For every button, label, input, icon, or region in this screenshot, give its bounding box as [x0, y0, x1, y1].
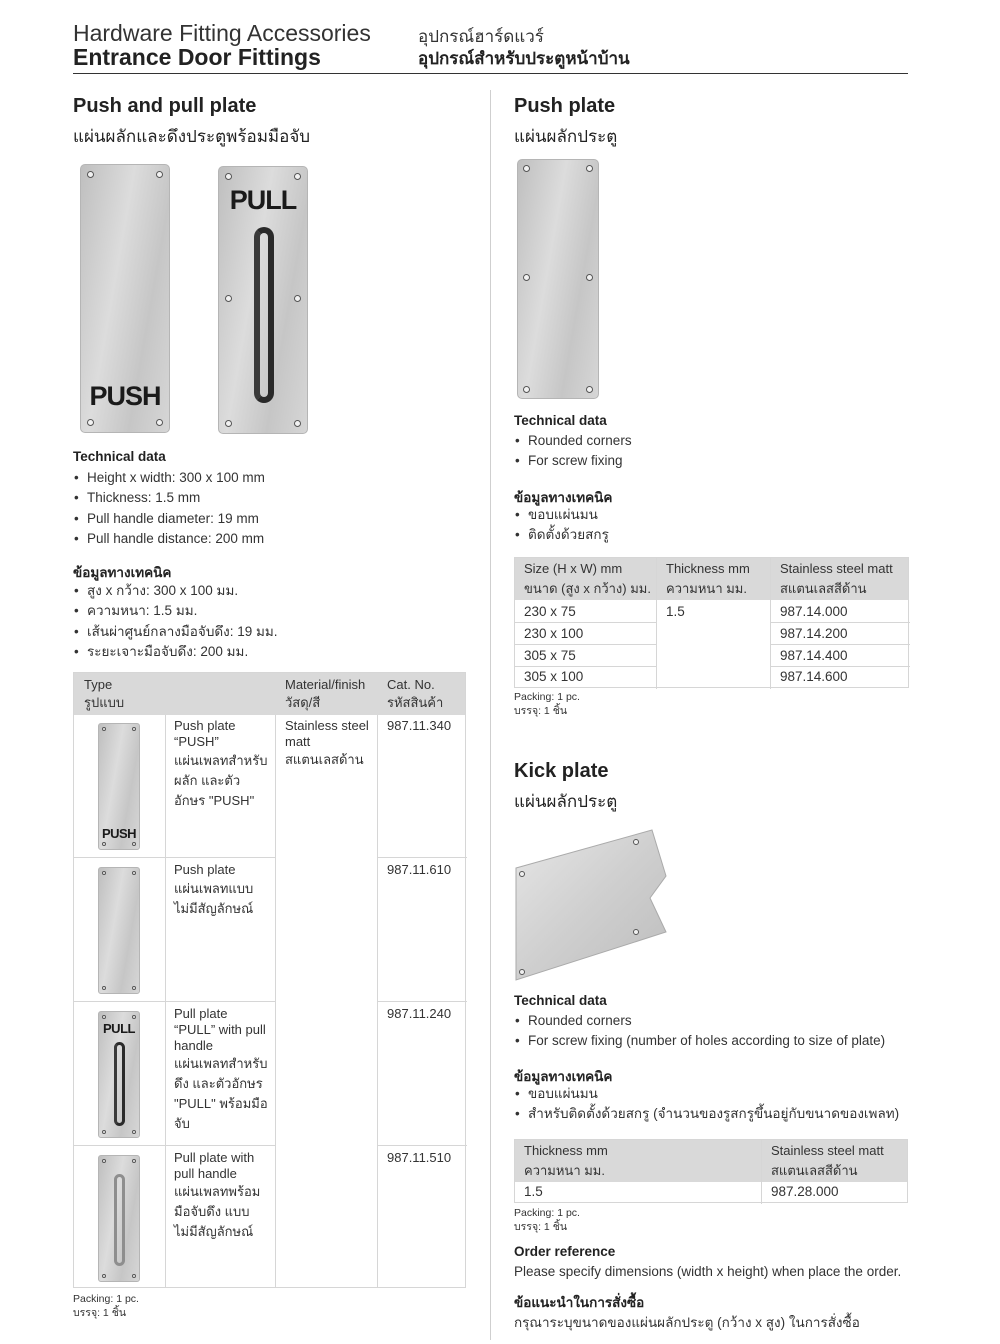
- table-divider: [770, 644, 910, 645]
- screw-hole: [102, 842, 106, 846]
- table-divider: [515, 666, 657, 667]
- push-pull-tech-heading: Technical data: [73, 449, 166, 464]
- pull-plate-image: [218, 166, 308, 434]
- table-row-cat: 987.11.340: [387, 718, 452, 733]
- table-row-cat: 987.11.510: [387, 1150, 452, 1165]
- screw-hole: [225, 173, 232, 180]
- screw-hole: [294, 173, 301, 180]
- screw-hole: [523, 165, 530, 172]
- table-header: [74, 673, 465, 715]
- table-divider: [377, 1001, 467, 1002]
- list-item: • ความหนา: 1.5 มม.: [73, 601, 278, 621]
- kick-plate-table: [514, 1139, 908, 1203]
- table-row-desc-th: แผ่นเพลทสำหรับดึง และตัวอักษร "PULL" พร้อมมือจับ: [174, 1056, 268, 1131]
- table-row-size: 305 x 75: [524, 648, 576, 663]
- table-row-cat: 987.11.240: [387, 1006, 452, 1021]
- header-subtitle-en: Entrance Door Fittings: [73, 44, 321, 70]
- table-row-cat: 987.11.610: [387, 862, 452, 877]
- screw-hole: [634, 930, 639, 935]
- screw-hole: [102, 1015, 106, 1019]
- table-divider: [515, 644, 657, 645]
- list-item: • For screw fixing (number of holes according to size of plate): [514, 1031, 885, 1051]
- screw-hole: [87, 171, 94, 178]
- screw-hole: [132, 1274, 136, 1278]
- header-title-th: อุปกรณ์ฮาร์ดแวร์: [418, 27, 544, 46]
- screw-hole: [156, 419, 163, 426]
- table-row-desc: Pull plate with pull handle: [174, 1150, 255, 1181]
- column-divider: [490, 90, 491, 1340]
- push-plate-tech-heading-th: ข้อมูลทางเทคนิค: [514, 490, 613, 505]
- table-divider: [770, 622, 910, 623]
- screw-hole: [132, 986, 136, 990]
- list-item: • Rounded corners: [514, 431, 632, 451]
- table-divider: [74, 857, 276, 858]
- push-pull-title: Push and pull plate: [73, 95, 257, 117]
- table-divider: [656, 558, 657, 689]
- table-row-desc: Push plate: [174, 862, 236, 877]
- push-plate-product-image: [517, 159, 599, 399]
- thumb-word: PUSH: [101, 826, 137, 841]
- screw-hole: [586, 386, 593, 393]
- thickness-value: 1.5: [666, 604, 685, 619]
- table-row-desc-th: แผ่นเพลทแบบไม่มีสัญลักษณ์: [174, 881, 254, 916]
- table-row-desc-th: แผ่นเพลทสำหรับผลัก และตัวอักษร "PUSH": [174, 753, 268, 808]
- table-row-cat: 987.14.400: [780, 648, 848, 663]
- push-pull-title-th: แผ่นผลักและดึงประตูพร้อมมือจับ: [73, 127, 311, 146]
- order-reference-text-th: กรุณาระบุขนาดของแผ่นผลักประตู (กว้าง x สูง) ในการสั่งซื้อ: [514, 1315, 860, 1330]
- list-item: • ขอบแผ่นมน: [514, 505, 609, 525]
- kick-plate-tech-heading-th: ข้อมูลทางเทคนิค: [514, 1069, 613, 1084]
- push-plate-tech-heading: Technical data: [514, 413, 607, 428]
- screw-hole: [102, 1274, 106, 1278]
- table-row-size: 305 x 100: [524, 669, 584, 684]
- material-value-th: สแตนเลสด้าน: [285, 752, 364, 767]
- table-divider: [74, 1145, 276, 1146]
- push-plate-packing: Packing: 1 pc. บรรจุ: 1 ชิ้น: [514, 691, 580, 717]
- page-header: [73, 20, 908, 74]
- table-row-size: 230 x 100: [524, 626, 584, 641]
- pull-word: PULL: [229, 185, 297, 215]
- push-pull-tech-list-th: [73, 581, 278, 663]
- push-pull-tech-list: [73, 468, 265, 550]
- screw-hole: [523, 274, 530, 281]
- list-item: • ขอบแผ่นมน: [514, 1084, 899, 1104]
- screw-hole: [586, 165, 593, 172]
- screw-hole: [586, 274, 593, 281]
- kick-plate-tech-heading: Technical data: [514, 993, 607, 1008]
- table-row-cat: 987.14.000: [780, 604, 848, 619]
- table-row-desc: Push plate “PUSH”: [174, 718, 236, 749]
- screw-hole: [294, 295, 301, 302]
- screw-hole: [102, 1159, 106, 1163]
- order-reference-text: Please specify dimensions (width x height) when place the order.: [514, 1264, 902, 1279]
- screw-hole: [225, 295, 232, 302]
- list-item: • Pull handle distance: 200 mm: [73, 529, 265, 549]
- kick-plate-title-th: แผ่นผลักประตู: [514, 792, 618, 811]
- kick-plate-image: [510, 828, 670, 984]
- screw-hole: [132, 1130, 136, 1134]
- table-divider: [770, 666, 910, 667]
- list-item: • สำหรับติดตั้งด้วยสกรู (จำนวนของรูสกรูขึ้นอยู่กับขนาดของเพลท): [514, 1104, 899, 1124]
- table-divider: [770, 558, 771, 689]
- screw-hole: [102, 871, 106, 875]
- screw-hole: [523, 386, 530, 393]
- table-divider: [74, 1001, 276, 1002]
- pull-handle-image: [114, 1042, 125, 1126]
- list-item: • เส้นผ่าศูนย์กลางมือจับดึง: 19 มม.: [73, 622, 278, 642]
- screw-hole: [132, 871, 136, 875]
- thumb-word: PULL: [103, 1021, 135, 1036]
- material-value: Stainless steel matt: [285, 718, 369, 749]
- pull-handle-image: [114, 1174, 125, 1266]
- order-reference-heading-th: ข้อแนะนำในการสั่งซื้อ: [514, 1295, 645, 1310]
- header-subtitle-th: อุปกรณ์สำหรับประตูหน้าบ้าน: [418, 49, 630, 68]
- push-plate-title: Push plate: [514, 95, 616, 117]
- header-title-en: Hardware Fitting Accessories: [73, 20, 371, 46]
- push-pull-tech-heading-th: ข้อมูลทางเทคนิค: [73, 565, 172, 580]
- push-plate-tech-list: [514, 431, 632, 472]
- screw-hole: [87, 419, 94, 426]
- list-item: • ติดตั้งด้วยสกรู: [514, 525, 609, 545]
- list-item: • Thickness: 1.5 mm: [73, 488, 265, 508]
- table-row-thumb: [98, 723, 140, 850]
- table-row-size: 230 x 75: [524, 604, 576, 619]
- table-row-desc: Pull plate “PULL” with pull handle: [174, 1006, 266, 1053]
- pull-handle-image: [254, 227, 274, 403]
- table-row-cat: 987.14.600: [780, 669, 848, 684]
- list-item: • สูง x กว้าง: 300 x 100 มม.: [73, 581, 278, 601]
- screw-hole: [102, 727, 106, 731]
- screw-hole: [225, 420, 232, 427]
- screw-hole: [102, 1130, 106, 1134]
- header-thickness: Thickness mm ความหนา มม.: [666, 561, 750, 596]
- table-header: [515, 558, 908, 600]
- screw-hole: [132, 727, 136, 731]
- table-divider: [761, 1140, 762, 1204]
- push-plate-tech-list-th: [514, 505, 609, 546]
- table-row-desc-th: แผ่นเพลทพร้อมมือจับดึง แบบไม่มีสัญลักษณ์: [174, 1184, 261, 1239]
- list-item: • Height x width: 300 x 100 mm: [73, 468, 265, 488]
- kick-plate-packing: Packing: 1 pc. บรรจุ: 1 ชิ้น: [514, 1207, 580, 1233]
- screw-hole: [520, 970, 525, 975]
- header-catno: Cat. No. รหัสสินค้า: [387, 677, 444, 710]
- push-plate-title-th: แผ่นผลักประตู: [514, 127, 618, 146]
- table-row-cat: 987.14.200: [780, 626, 848, 641]
- screw-hole: [520, 872, 525, 877]
- table-header: [515, 1140, 907, 1182]
- table-divider: [515, 622, 657, 623]
- table-row-thumb: [98, 1155, 140, 1282]
- list-item: • Pull handle diameter: 19 mm: [73, 509, 265, 529]
- header-stainless: Stainless steel matt สแตนเลสสีด้าน: [780, 561, 893, 596]
- screw-hole: [156, 171, 163, 178]
- table-divider: [377, 1145, 467, 1146]
- screw-hole: [634, 840, 639, 845]
- push-word: PUSH: [89, 381, 161, 411]
- list-item: • ระยะเจาะมือจับดึง: 200 มม.: [73, 642, 278, 662]
- screw-hole: [294, 420, 301, 427]
- list-item: • Rounded corners: [514, 1011, 885, 1031]
- header-type: Type รูปแบบ: [84, 677, 125, 710]
- push-pull-table: [73, 672, 466, 1288]
- screw-hole: [102, 986, 106, 990]
- push-plate-table: [514, 557, 909, 688]
- header-stainless: Stainless steel matt สแตนเลสสีด้าน: [771, 1143, 884, 1178]
- header-material: Material/finish วัสดุ/สี: [285, 677, 366, 710]
- kick-plate-tech-list: [514, 1011, 885, 1052]
- push-pull-packing: Packing: 1 pc. บรรจุ: 1 ชิ้น: [73, 1293, 139, 1319]
- order-reference-heading: Order reference: [514, 1244, 616, 1259]
- header-thickness: Thickness mm ความหนา มม.: [524, 1143, 608, 1178]
- table-row-cat: 987.28.000: [771, 1184, 839, 1199]
- screw-hole: [132, 1015, 136, 1019]
- list-item: • For screw fixing: [514, 451, 632, 471]
- thickness-value: 1.5: [524, 1184, 543, 1199]
- kick-plate-title: Kick plate: [514, 760, 609, 782]
- screw-hole: [132, 1159, 136, 1163]
- push-plate-image: [80, 164, 170, 433]
- table-row-thumb: [98, 1011, 140, 1138]
- table-divider: [377, 857, 467, 858]
- table-row-thumb: [98, 867, 140, 994]
- header-size: Size (H x W) mm ขนาด (สูง x กว้าง) มม.: [524, 561, 651, 596]
- kick-plate-tech-list-th: [514, 1084, 899, 1125]
- screw-hole: [132, 842, 136, 846]
